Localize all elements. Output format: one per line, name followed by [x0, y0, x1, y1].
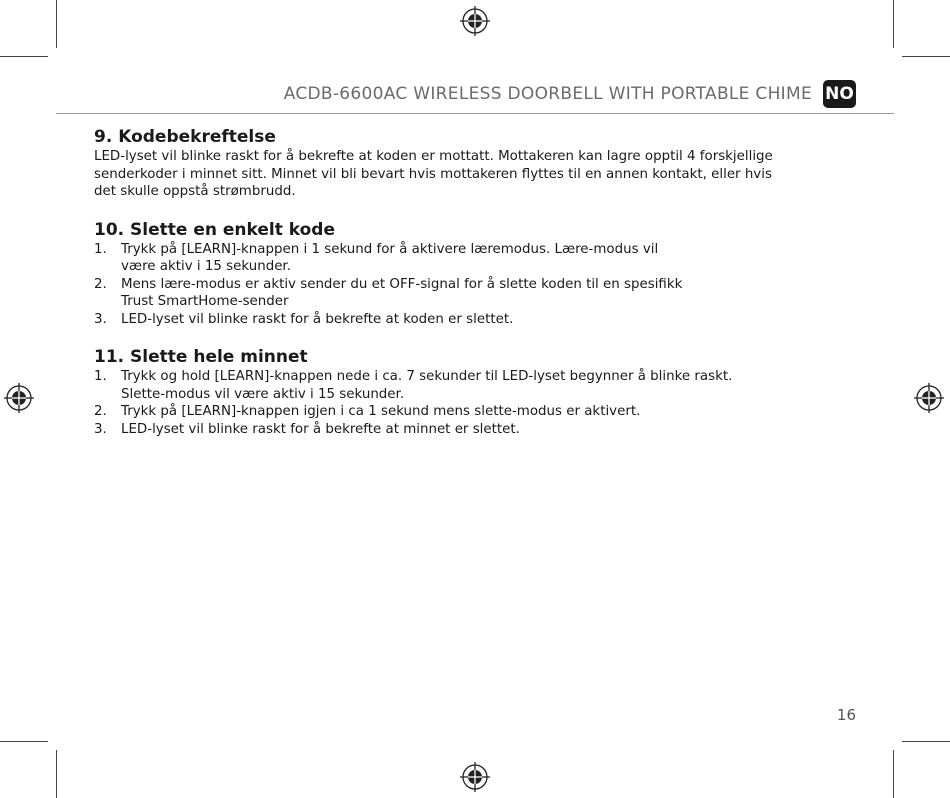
step-number: 1.	[94, 369, 107, 384]
section-paragraph	[94, 148, 854, 201]
list-item	[94, 368, 854, 403]
step-number: 3.	[94, 421, 107, 437]
paragraph-line: senderkoder i minnet sitt. Minnet vil bli bevart hvis mottakeren flyttes til en annen kontakt, eller hvis	[94, 166, 772, 182]
list-item	[94, 421, 854, 439]
page-number: 16	[836, 706, 856, 724]
step-number: 3.	[94, 311, 107, 327]
section-heading: 11. Slette hele minnet	[94, 347, 308, 367]
step-line: Mens lære-modus er aktiv sender du et OFF-signal for å slette koden til en spesifikk	[121, 276, 683, 292]
manual-content	[94, 126, 854, 456]
header-divider	[56, 113, 894, 114]
section-delete-single-code	[94, 219, 854, 329]
registration-mark-top-icon	[460, 6, 490, 36]
step-number: 2.	[94, 404, 107, 419]
crop-mark-bottom-right-horizontal	[902, 741, 950, 742]
registration-mark-bottom-icon	[460, 762, 490, 792]
list-item	[94, 276, 854, 311]
step-line: være aktiv i 15 sekunder.	[121, 259, 291, 274]
list-item	[94, 403, 854, 421]
crop-mark-top-right-horizontal	[902, 56, 950, 57]
registration-mark-left-icon	[4, 383, 34, 413]
step-line: LED-lyset vil blinke raskt for å bekrefte at minnet er slettet.	[121, 421, 520, 437]
section-delete-all-memory	[94, 346, 854, 438]
step-line: LED-lyset vil blinke raskt for å bekrefte at koden er slettet.	[121, 311, 514, 327]
step-line: Slette-modus vil være aktiv i 15 sekunder.	[121, 386, 405, 402]
step-number: 2.	[94, 276, 107, 292]
section-code-confirmation	[94, 126, 854, 201]
page-header	[0, 78, 950, 112]
crop-mark-top-left-horizontal	[0, 56, 48, 57]
paragraph-line: LED-lyset vil blinke raskt for å bekrefte at koden er mottatt. Mottakeren kan lagre opptil 4 forskjellige	[94, 149, 773, 164]
list-item	[94, 241, 854, 276]
steps-list	[94, 368, 854, 438]
product-title: ACDB-6600AC WIRELESS DOORBELL WITH PORTABLE CHIME	[283, 84, 812, 104]
crop-mark-bottom-left-vertical	[56, 750, 57, 798]
crop-mark-top-right-vertical	[893, 0, 894, 48]
paragraph-line: det skulle oppstå strømbrudd.	[94, 184, 296, 199]
steps-list	[94, 241, 854, 329]
step-number: 1.	[94, 241, 107, 257]
step-line: Trykk og hold [LEARN]-knappen nede i ca. 7 sekunder til LED-lyset begynner å blinke raskt.	[121, 369, 733, 384]
section-heading: 9. Kodebekreftelse	[94, 127, 276, 147]
crop-mark-bottom-right-vertical	[893, 750, 894, 798]
step-line: Trykk på [LEARN]-knappen i 1 sekund for å aktivere læremodus. Lære-modus vil	[121, 241, 659, 257]
section-heading: 10. Slette en enkelt kode	[94, 219, 335, 240]
language-badge: NO	[823, 80, 856, 108]
step-line: Trust SmartHome-sender	[121, 294, 289, 309]
step-line: Trykk på [LEARN]-knappen igjen i ca 1 sekund mens slette-modus er aktivert.	[121, 404, 641, 419]
registration-mark-right-icon	[914, 383, 944, 413]
crop-mark-top-left-vertical	[56, 0, 57, 48]
list-item	[94, 311, 854, 329]
crop-mark-bottom-left-horizontal	[0, 741, 48, 742]
